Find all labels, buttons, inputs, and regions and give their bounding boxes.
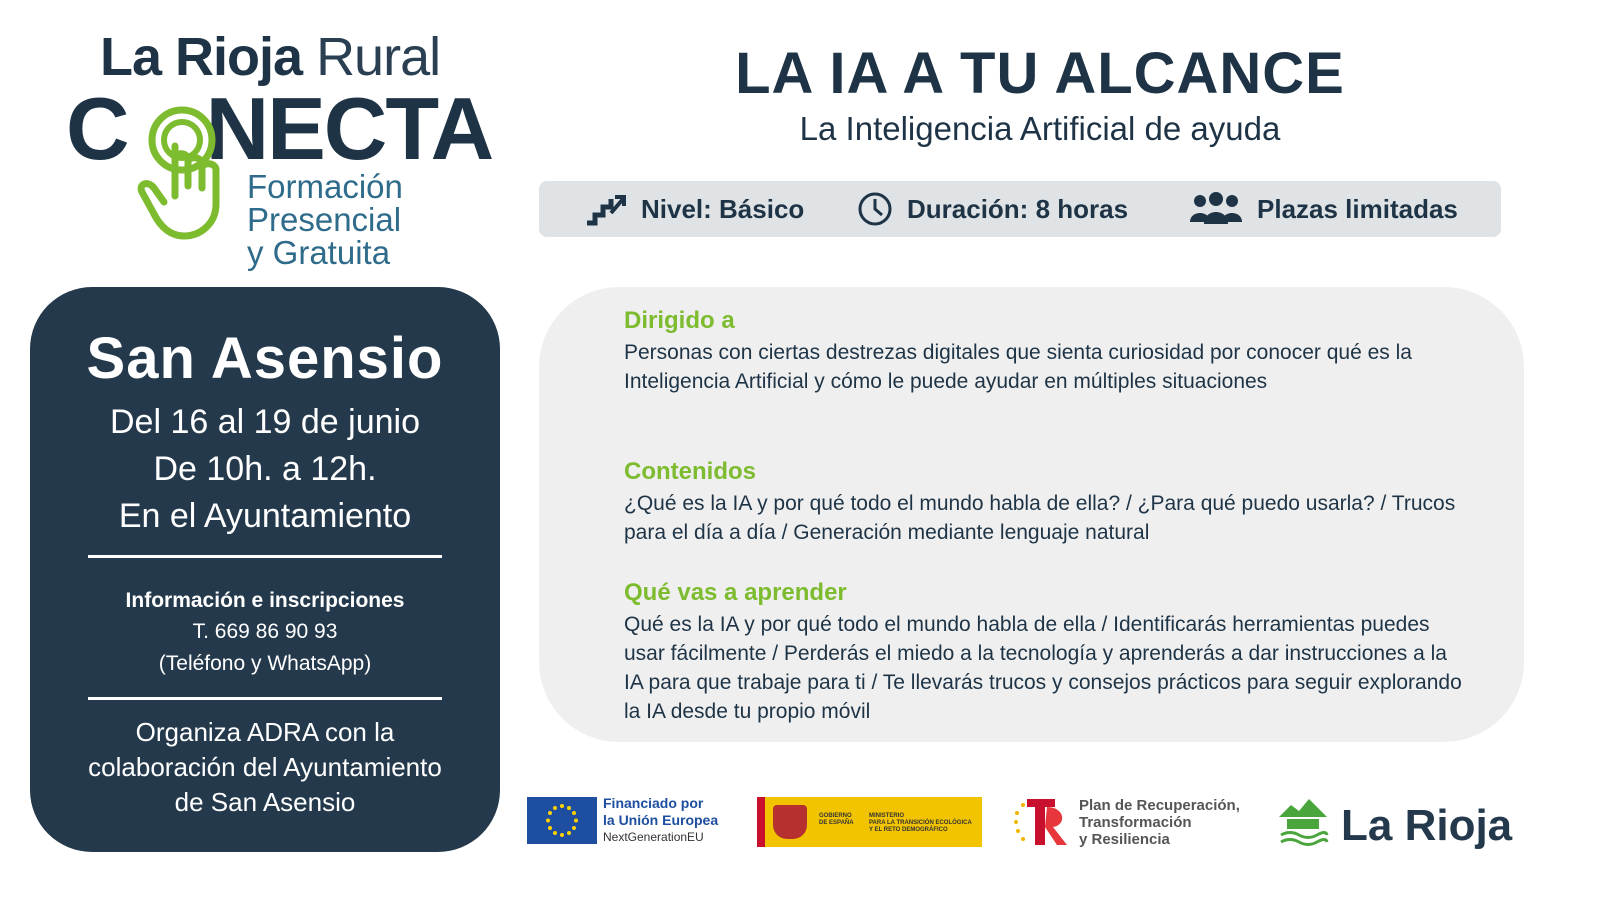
touch-hand-icon	[130, 96, 250, 246]
ministry-line: Y EL RETO DEMOGRÁFICO	[869, 827, 948, 833]
ministry-line: PARA LA TRANSICIÓN ECOLÓGICA	[869, 820, 972, 826]
logo-brand-light: Rural	[316, 27, 441, 87]
section-heading-contents: Contenidos	[624, 458, 756, 485]
organizer-line: colaboración del Ayuntamiento	[88, 752, 442, 782]
course-details-card	[539, 287, 1524, 742]
la-rioja-emblem-icon	[1277, 797, 1329, 847]
duration-chip	[857, 181, 1128, 237]
event-card	[30, 287, 500, 852]
logo-conecta-rest: NECTA	[205, 79, 493, 178]
duration-label: Duración: 8 horas	[907, 193, 1129, 224]
town-name: San Asensio	[86, 326, 444, 391]
recovery-plan-logo-icon	[1013, 795, 1073, 849]
eu-funding-text	[603, 795, 718, 846]
contact-phone[interactable]: T. 669 86 90 93	[192, 620, 338, 643]
ministry-text	[869, 813, 972, 834]
stairs-icon	[585, 191, 627, 227]
eu-line2: la Unión Europea	[603, 812, 719, 828]
gob-line: DE ESPAÑA	[819, 820, 854, 826]
divider	[88, 555, 442, 558]
section-text-audience: Personas con ciertas destrezas digitales que sienta curiosidad por conocer qué es la Inteligencia Artificial y cómo le puede ayudar en múltiples situaciones	[624, 341, 1412, 393]
la-rioja-logo-text: La Rioja	[1341, 801, 1513, 850]
seats-label: Plazas limitadas	[1257, 193, 1458, 224]
recovery-plan-text	[1079, 797, 1240, 848]
event-hours: De 10h. a 12h.	[153, 450, 377, 488]
contact-phone-note: (Teléfono y WhatsApp)	[158, 652, 372, 675]
organizer-line: de San Asensio	[174, 787, 356, 817]
organizer-line: Organiza ADRA con la	[135, 717, 395, 747]
divider	[88, 697, 442, 700]
logo-sub-line3: y Gratuita	[247, 234, 391, 271]
ministry-line: MINISTERIO	[869, 813, 905, 819]
organizer-text	[50, 715, 480, 820]
section-heading-audience: Dirigido a	[624, 307, 735, 334]
page-title: LA IA A TU ALCANCE	[735, 41, 1345, 106]
eu-stars-icon	[527, 797, 597, 844]
eu-line3: NextGenerationEU	[603, 830, 704, 844]
clock-icon	[857, 191, 893, 227]
page-subtitle: La Inteligencia Artificial de ayuda	[799, 110, 1281, 147]
logo-brand-bold: La Rioja	[100, 27, 303, 87]
logo-sub-line2: Presencial	[247, 201, 402, 238]
brand-logo	[60, 20, 500, 280]
gob-text	[819, 813, 854, 827]
logo-subtitle	[247, 170, 403, 269]
prtr-line: y Resiliencia	[1079, 831, 1170, 848]
people-icon	[1189, 192, 1243, 226]
info-title: Información e inscripciones	[125, 589, 405, 612]
section-text-learn: Qué es la IA y por qué todo el mundo habla de ella / Identificarás herramientas puedes usar fácilmente / Perderás el miedo a la tecnología y aprenderás a dar instrucciones a la IA para que trabaje para ti / Te llevarás trucos y consejos prácticos para seguir explorando la IA desde tu propio móvil	[624, 613, 1462, 723]
section-text-contents: ¿Qué es la IA y por qué todo el mundo habla de ella? / ¿Para qué puedo usarla? / Trucos para el día a día / Generación mediante lenguaje natural	[624, 492, 1456, 544]
course-info-bar	[539, 181, 1501, 237]
event-dates: Del 16 al 19 de junio	[109, 403, 420, 441]
eu-flag-logo	[527, 797, 597, 844]
event-schedule	[30, 399, 500, 540]
spain-government-logo	[757, 797, 982, 847]
prtr-line: Plan de Recuperación,	[1079, 797, 1240, 814]
logo-conecta-c: C	[66, 79, 128, 178]
event-place: En el Ayuntamiento	[118, 497, 412, 535]
gob-line: GOBIERNO	[819, 813, 852, 819]
level-chip	[585, 181, 804, 237]
section-heading-learn: Qué vas a aprender	[624, 579, 847, 606]
logo-sub-line1: Formación	[247, 168, 403, 205]
level-label: Nivel: Básico	[641, 193, 805, 224]
spain-shield-icon	[773, 805, 807, 839]
seats-chip	[1189, 181, 1458, 237]
eu-line1: Financiado por	[603, 795, 704, 811]
prtr-line: Transformación	[1079, 814, 1192, 831]
